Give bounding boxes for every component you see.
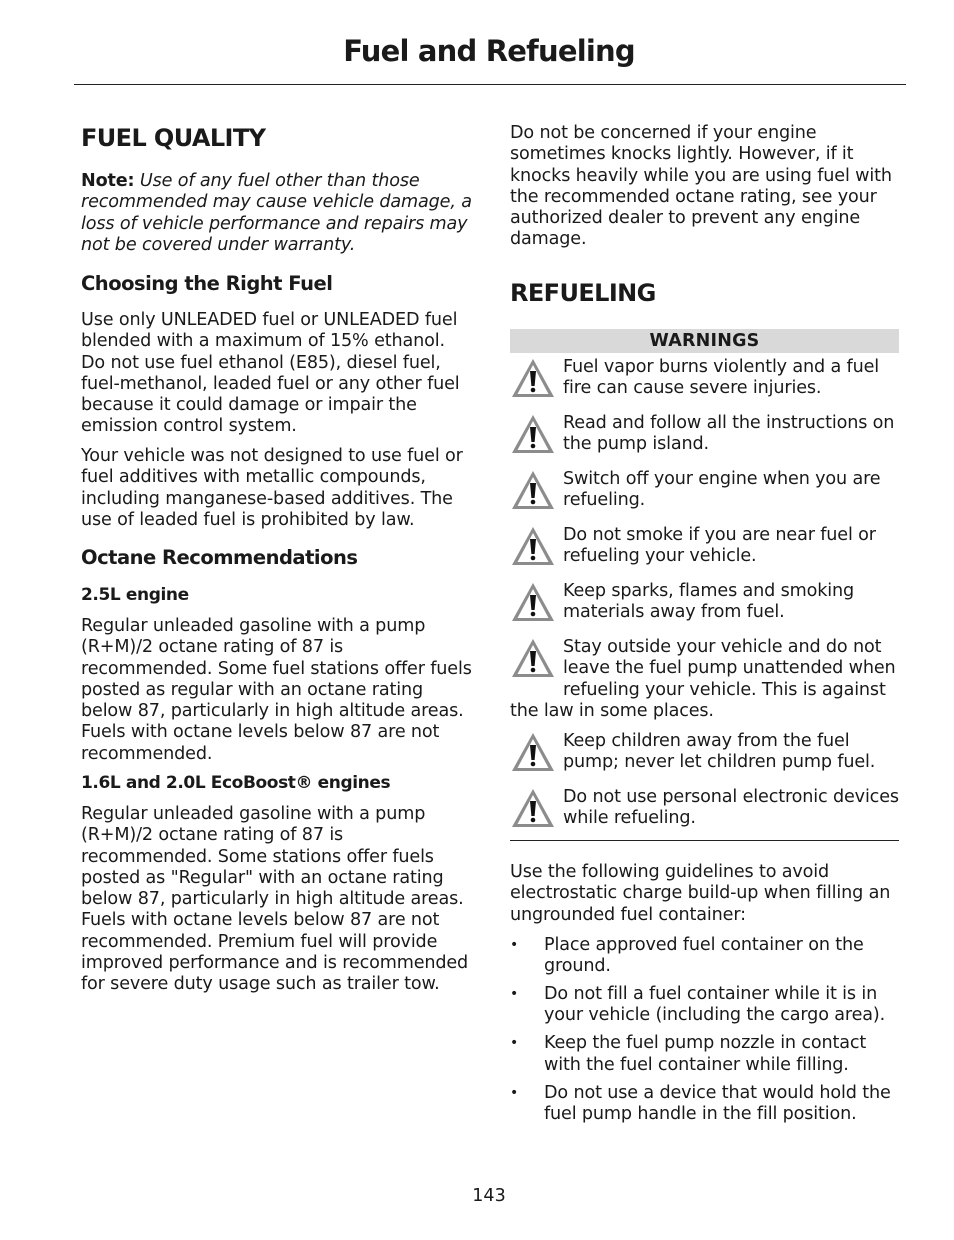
- fuel-quality-heading: FUEL QUALITY: [81, 124, 266, 152]
- warning-triangle-icon: [510, 786, 556, 830]
- warning-text: Stay outside your vehicle and do not leave the fuel pump unattended when refueling your vehicle. This is against the law in some places.: [510, 637, 896, 721]
- list-item: [510, 1083, 902, 1126]
- warning-item: [510, 731, 902, 774]
- warning-item: [510, 581, 902, 624]
- warning-triangle-icon: [510, 730, 556, 774]
- bullet-icon: •: [510, 937, 519, 953]
- note-text: Use of any fuel other than those recommended may cause vehicle damage, a loss of vehicle performance and repairs may not be covered under warranty.: [81, 171, 472, 255]
- warning-triangle-icon: [510, 636, 556, 680]
- warning-triangle-icon: [510, 412, 556, 456]
- warnings-end-divider: [510, 840, 899, 841]
- ecoboost-heading: 1.6L and 2.0L EcoBoost® engines: [81, 773, 391, 793]
- bullet-icon: •: [510, 1084, 519, 1101]
- list-item: [510, 1033, 902, 1076]
- octane-heading: Octane Recommendations: [81, 546, 358, 569]
- bullet-icon: •: [510, 986, 519, 1003]
- warning-triangle-icon: [510, 524, 556, 568]
- guidelines-intro: Use the following guidelines to avoid electrostatic charge build-up when filling an ungrounded fuel container:: [510, 862, 891, 925]
- page-title: Fuel and Refueling: [343, 34, 635, 68]
- bullet-text: Place approved fuel container on the ground.: [544, 935, 864, 977]
- choosing-fuel-paragraph-1: Use only UNLEADED fuel or UNLEADED fuel blended with a maximum of 15% ethanol. Do not use fuel ethanol (E85), diesel fuel, fuel-methanol, leaded fuel or any other fuel because it could damage or impair the emission control system.: [81, 310, 460, 437]
- warning-item: [510, 525, 902, 568]
- engine-2-5l-text: Regular unleaded gasoline with a pump (R+M)/2 octane rating of 87 is recommended. Some fuel stations offer fuels posted as regular with an octane rating below 87, particularly in high altitude areas. Fuels with octane levels below 87 are not recommended.: [81, 616, 472, 764]
- ecoboost-text: Regular unleaded gasoline with a pump (R+M)/2 octane rating of 87 is recommended. Some stations offer fuels posted as "Regular" with an octane rating below 87, particularly in high altitude areas. Fuels with octane levels below 87 are not recommended. Premium fuel will provide improved performance and is recommended for severe duty usage such as trailer tow.: [81, 804, 469, 995]
- bullet-text: Do not use a device that would hold the fuel pump handle in the fill position.: [544, 1082, 891, 1124]
- note-label: Note:: [81, 171, 135, 191]
- choosing-fuel-heading: Choosing the Right Fuel: [81, 272, 333, 295]
- warning-text: Keep children away from the fuel pump; never let children pump fuel.: [563, 731, 876, 773]
- page-number: 143: [472, 1186, 506, 1206]
- list-item: [510, 935, 902, 978]
- warning-text: Fuel vapor burns violently and a fuel fire can cause severe injuries.: [563, 357, 880, 399]
- warning-triangle-icon: [510, 468, 556, 512]
- refueling-heading: REFUELING: [510, 279, 656, 307]
- title-divider: [74, 84, 906, 85]
- bullet-text: Keep the fuel pump nozzle in contact with the fuel container while filling.: [544, 1033, 867, 1075]
- bullet-text: Do not fill a fuel container while it is in your vehicle (including the cargo area).: [544, 984, 886, 1026]
- warning-item: [510, 787, 902, 830]
- warning-text: Keep sparks, flames and smoking materials away from fuel.: [563, 581, 855, 623]
- bullet-icon: •: [510, 1035, 519, 1052]
- warning-text: Read and follow all the instructions on the pump island.: [563, 413, 895, 455]
- engine-2-5l-heading: 2.5L engine: [81, 585, 189, 605]
- engine-knock-paragraph: Do not be concerned if your engine sometimes knocks lightly. However, if it knocks heavily while you are using fuel with the recommended octane rating, see your authorized dealer to prevent any engine damage.: [510, 123, 892, 250]
- warning-item: [510, 637, 902, 722]
- list-item: [510, 984, 902, 1027]
- warnings-header: WARNINGS: [510, 329, 899, 353]
- warning-triangle-icon: [510, 356, 556, 400]
- warning-item: [510, 357, 902, 400]
- guidelines-list: [510, 935, 902, 1132]
- warning-text: Do not smoke if you are near fuel or refueling your vehicle.: [563, 525, 876, 567]
- warning-triangle-icon: [510, 580, 556, 624]
- choosing-fuel-paragraph-2: Your vehicle was not designed to use fuel or fuel additives with metallic compounds, including manganese-based additives. The use of leaded fuel is prohibited by law.: [81, 446, 463, 530]
- fuel-quality-note: [81, 171, 473, 256]
- warning-item: [510, 413, 902, 456]
- warning-text: Switch off your engine when you are refueling.: [563, 469, 881, 511]
- warning-text: Do not use personal electronic devices while refueling.: [563, 787, 899, 829]
- warning-item: [510, 469, 902, 512]
